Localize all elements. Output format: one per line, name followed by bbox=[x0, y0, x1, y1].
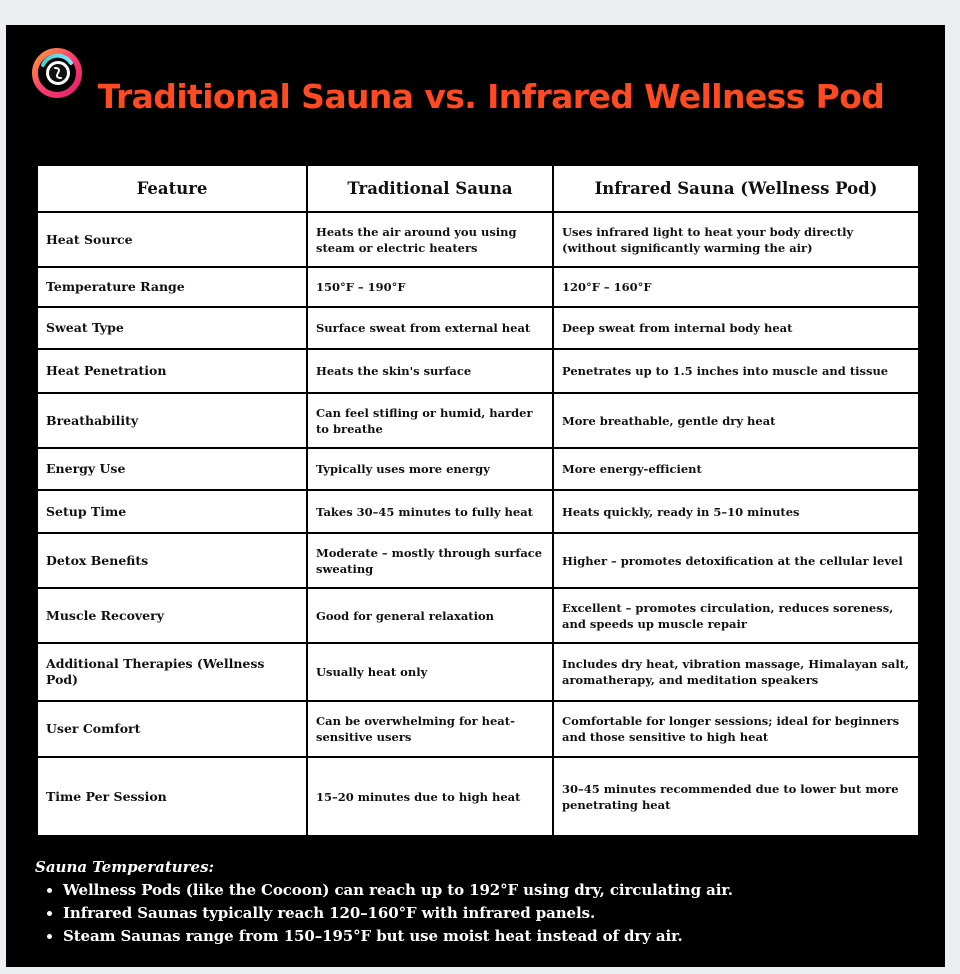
notes-title: Sauna Temperatures: bbox=[35, 858, 215, 876]
feature-cell: Heat Source bbox=[37, 212, 307, 267]
traditional-cell: Takes 30–45 minutes to fully heat bbox=[307, 490, 553, 533]
infrared-cell: More breathable, gentle dry heat bbox=[553, 393, 919, 448]
traditional-cell: Heats the skin's surface bbox=[307, 349, 553, 393]
table-row bbox=[37, 701, 919, 757]
feature-cell: Sweat Type bbox=[37, 307, 307, 349]
infrared-cell: Penetrates up to 1.5 inches into muscle and tissue bbox=[553, 349, 919, 393]
feature-cell: Breathability bbox=[37, 393, 307, 448]
table-header-row bbox=[37, 165, 919, 212]
traditional-cell: Good for general relaxation bbox=[307, 588, 553, 643]
feature-cell: Muscle Recovery bbox=[37, 588, 307, 643]
page-title: Traditional Sauna vs. Infrared Wellness Pod bbox=[97, 77, 885, 116]
infrared-cell: Higher – promotes detoxification at the cellular level bbox=[553, 533, 919, 588]
traditional-cell: Can feel stifling or humid, harder to breathe bbox=[307, 393, 553, 448]
infrared-cell: Heats quickly, ready in 5–10 minutes bbox=[553, 490, 919, 533]
feature-cell: Detox Benefits bbox=[37, 533, 307, 588]
feature-cell: Additional Therapies (Wellness Pod) bbox=[37, 643, 307, 701]
table-row bbox=[37, 533, 919, 588]
infrared-cell: Deep sweat from internal body heat bbox=[553, 307, 919, 349]
infrared-cell: Uses infrared light to heat your body directly (without significantly warming the air) bbox=[553, 212, 919, 267]
infographic-card bbox=[6, 25, 945, 967]
infrared-cell: More energy-efficient bbox=[553, 448, 919, 490]
traditional-cell: Can be overwhelming for heat-sensitive users bbox=[307, 701, 553, 757]
traditional-cell: Moderate – mostly through surface sweating bbox=[307, 533, 553, 588]
feature-cell: Heat Penetration bbox=[37, 349, 307, 393]
list-item: • Infrared Saunas typically reach 120–160°F with infrared panels. bbox=[63, 902, 915, 925]
table-row bbox=[37, 757, 919, 836]
feature-cell: Energy Use bbox=[37, 448, 307, 490]
traditional-cell: Surface sweat from external heat bbox=[307, 307, 553, 349]
notes-list bbox=[35, 879, 915, 948]
table-row bbox=[37, 643, 919, 701]
infrared-cell: Excellent – promotes circulation, reduces soreness, and speeds up muscle repair bbox=[553, 588, 919, 643]
table-row bbox=[37, 212, 919, 267]
column-header-traditional: Traditional Sauna bbox=[307, 165, 553, 212]
list-item: • Steam Saunas range from 150–195°F but use moist heat instead of dry air. bbox=[63, 925, 915, 948]
infrared-cell: 120°F – 160°F bbox=[553, 267, 919, 307]
table-row bbox=[37, 490, 919, 533]
traditional-cell: 15–20 minutes due to high heat bbox=[307, 757, 553, 836]
table-row bbox=[37, 349, 919, 393]
comparison-table bbox=[36, 164, 920, 837]
column-header-infrared: Infrared Sauna (Wellness Pod) bbox=[553, 165, 919, 212]
infrared-cell: 30–45 minutes recommended due to lower but more penetrating heat bbox=[553, 757, 919, 836]
table-row bbox=[37, 393, 919, 448]
infrared-cell: Includes dry heat, vibration massage, Himalayan salt, aromatherapy, and meditation speakers bbox=[553, 643, 919, 701]
feature-cell: Setup Time bbox=[37, 490, 307, 533]
traditional-cell: Typically uses more energy bbox=[307, 448, 553, 490]
feature-cell: User Comfort bbox=[37, 701, 307, 757]
table-row bbox=[37, 267, 919, 307]
infrared-cell: Comfortable for longer sessions; ideal for beginners and those sensitive to high heat bbox=[553, 701, 919, 757]
feature-cell: Temperature Range bbox=[37, 267, 307, 307]
traditional-cell: Heats the air around you using steam or electric heaters bbox=[307, 212, 553, 267]
traditional-cell: 150°F – 190°F bbox=[307, 267, 553, 307]
traditional-cell: Usually heat only bbox=[307, 643, 553, 701]
list-item: • Wellness Pods (like the Cocoon) can reach up to 192°F using dry, circulating air. bbox=[63, 879, 915, 902]
sauna-temperatures-notes bbox=[35, 858, 915, 948]
table-row bbox=[37, 307, 919, 349]
feature-cell: Time Per Session bbox=[37, 757, 307, 836]
table-row bbox=[37, 448, 919, 490]
column-header-feature: Feature bbox=[37, 165, 307, 212]
table-row bbox=[37, 588, 919, 643]
